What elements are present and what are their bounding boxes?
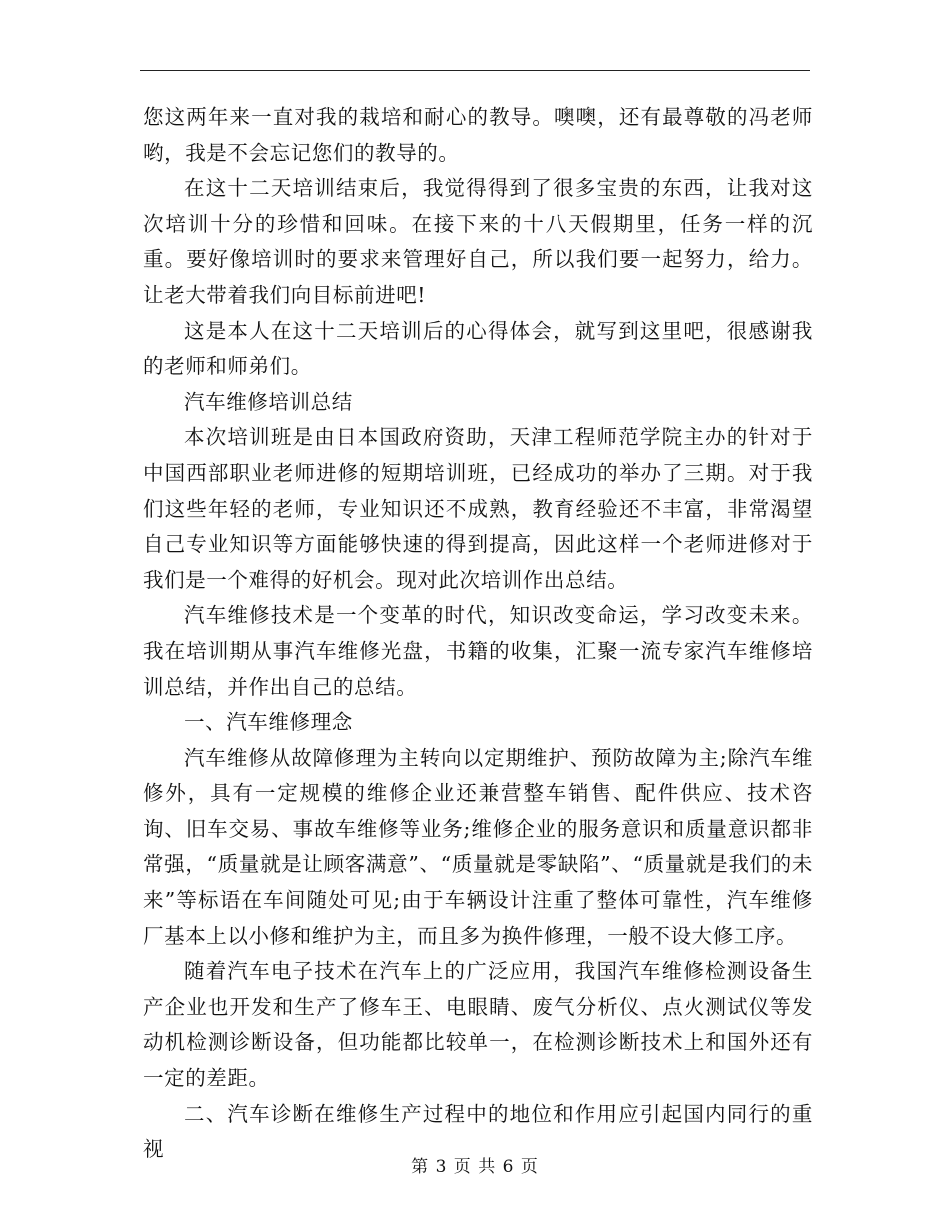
heading-2: 二、汽车诊断在维修生产过程中的地位和作用应引起国内同行的重视 <box>143 1101 813 1162</box>
paragraph-8: 汽车维修从故障修理为主转向以定期维护、预防故障为主;除汽车维修外，具有一定规模的维修企业还兼营整车销售、配件供应、技术咨询、旧车交易、事故车维修等业务;维修企业的服务意识和质量意识都非常强，“质量就是让顾客满意”、“质量就是零缺陷”、“质量就是我们的未来”等标语在车间随处可见;由于车辆设计注重了整体可靠性，汽车维修厂基本上以小修和维护为主，而且多为换件修理，一般不设大修工序。 <box>143 745 813 948</box>
document-body <box>143 100 813 1168</box>
section-title: 汽车维修培训总结 <box>184 389 353 414</box>
paragraph-9: 随着汽车电子技术在汽车上的广泛应用，我国汽车维修检测设备生产企业也开发和生产了修车王、电眼睛、废气分析仪、点火测试仪等发动机检测诊断设备，但功能都比较单一，在检测诊断技术上和国外还有一定的差距。 <box>143 959 813 1091</box>
paragraph-2: 在这十二天培训结束后，我觉得得到了很多宝贵的东西，让我对这次培训十分的珍惜和回味。在接下来的十八天假期里，任务一样的沉重。要好像培训时的要求来管理好自己，所以我们要一起努力，给力。让老大带着我们向目标前进吧! <box>143 176 813 307</box>
paragraph-5: 本次培训班是由日本国政府资助，天津工程师范学院主办的针对于中国西部职业老师进修的短期培训班，已经成功的举办了三期。对于我们这些年轻的老师，专业知识还不成熟，教育经验还不丰富，非常渴望自己专业知识等方面能够快速的得到提高，因此这样一个老师进修对于我们是一个难得的好机会。现对此次培训作出总结。 <box>143 425 813 592</box>
paragraph-3: 这是本人在这十二天培训后的心得体会，就写到这里吧，很感谢我的老师和师弟们。 <box>143 318 813 379</box>
paragraph-1: 您这两年来一直对我的栽培和耐心的教导。噢噢，还有最尊敬的冯老师哟，我是不会忘记您们的教导的。 <box>143 105 813 165</box>
page-number-footer: 第 3 页 共 6 页 <box>411 1157 539 1177</box>
paragraph-6: 汽车维修技术是一个变革的时代，知识改变命运，学习改变未来。我在培训期从事汽车维修光盘，书籍的收集，汇聚一流专家汽车维修培训总结，并作出自己的总结。 <box>143 603 813 699</box>
heading-1: 一、汽车维修理念 <box>184 710 353 735</box>
header-rule <box>140 70 810 71</box>
